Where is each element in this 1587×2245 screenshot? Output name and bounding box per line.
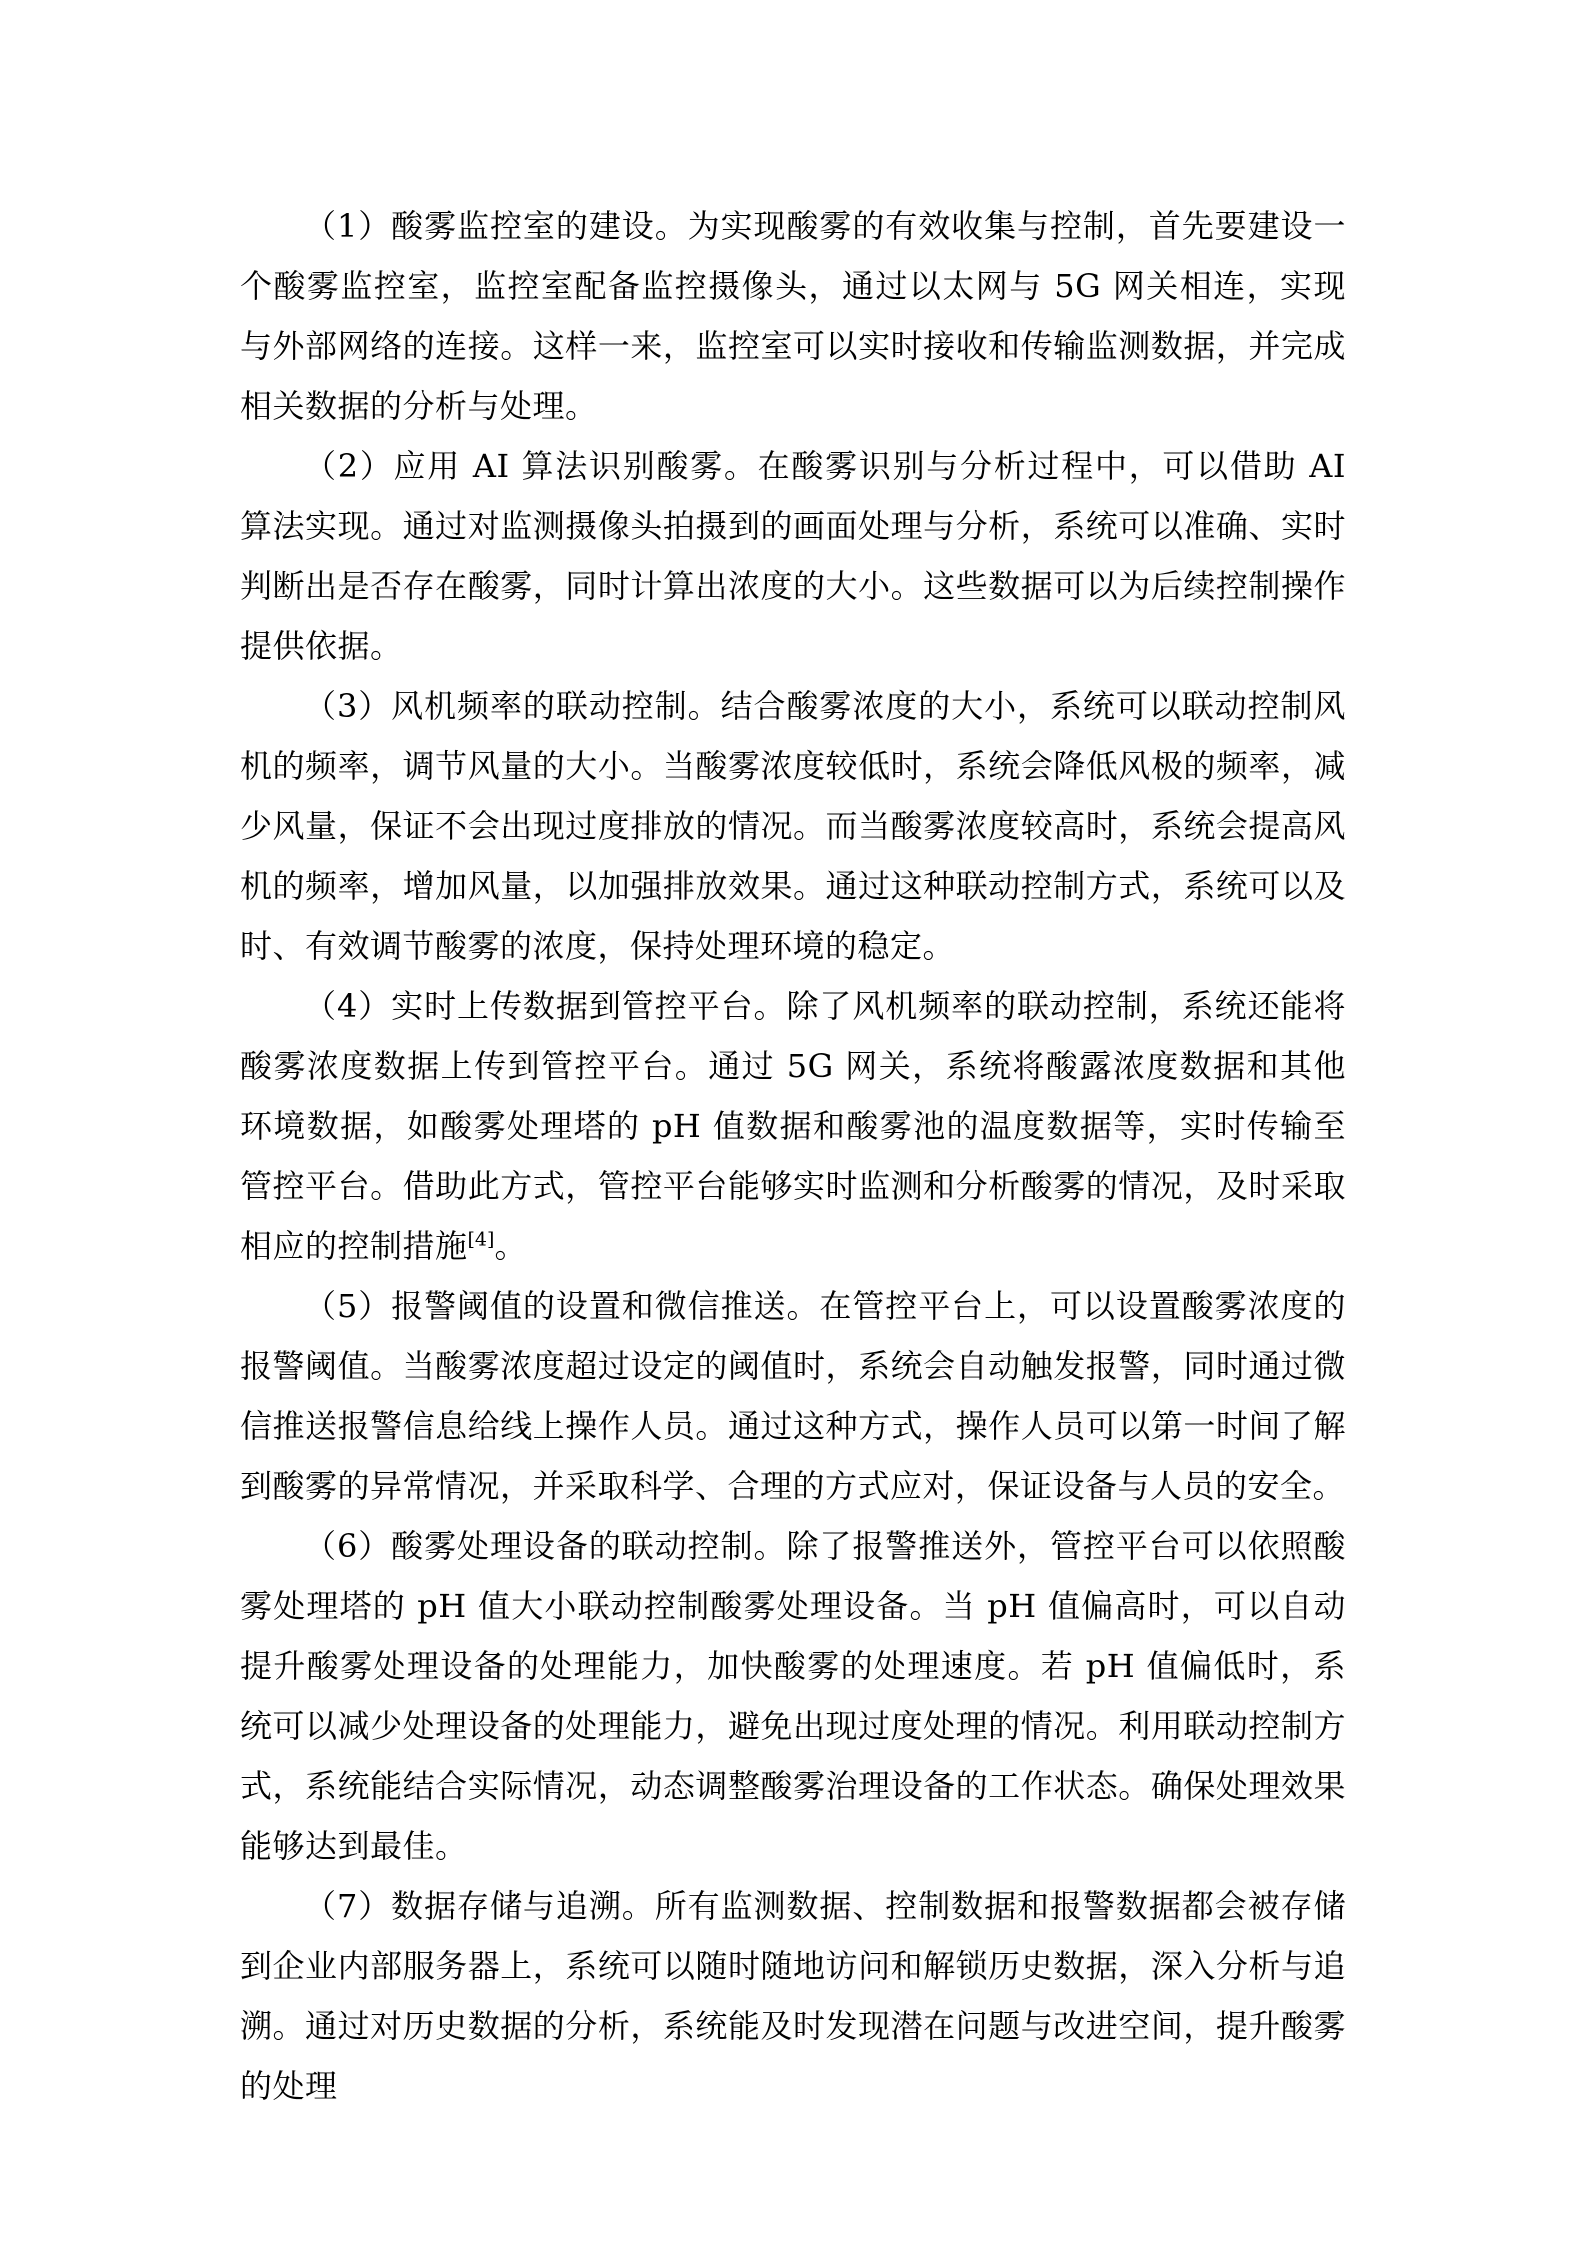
paragraph-3: （3）风机频率的联动控制。结合酸雾浓度的大小，系统可以联动控制风机的频率，调节风量的大小。当酸雾浓度较低时，系统会降低风极的频率，减少风量，保证不会出现过度排放的情况。而当酸雾浓度较高时，系统会提高风机的频率，增加风量，以加强排放效果。通过这种联动控制方式，系统可以及时、有效调节酸雾的浓度，保持处理环境的稳定。 [240,687,1346,965]
paragraph-4-period: 。 [494,1227,527,1265]
paragraph-2: （2）应用 AI 算法识别酸雾。在酸雾识别与分析过程中，可以借助 AI 算法实现。通过对监测摄像头拍摄到的画面处理与分析，系统可以准确、实时判断出是否存在酸雾，同时计算出浓度的大小。这些数据可以为后续控制操作提供依据。 [240,447,1346,665]
paragraph-4 [240,976,1346,1276]
paragraph-6: （6）酸雾处理设备的联动控制。除了报警推送外，管控平台可以依照酸雾处理塔的 pH 值大小联动控制酸雾处理设备。当 pH 值偏高时，可以自动提升酸雾处理设备的处理能力，加快酸雾的处理速度。若 pH 值偏低时，系统可以减少处理设备的处理能力，避免出现过度处理的情况。利用联动控制方式，系统能结合实际情况，动态调整酸雾治理设备的工作状态。确保处理效果能够达到最佳。 [240,1527,1346,1865]
paragraph-5: （5）报警阈值的设置和微信推送。在管控平台上，可以设置酸雾浓度的报警阈值。当酸雾浓度超过设定的阈值时，系统会自动触发报警，同时通过微信推送报警信息给线上操作人员。通过这种方式，操作人员可以第一时间了解到酸雾的异常情况，并采取科学、合理的方式应对，保证设备与人员的安全。 [240,1287,1346,1505]
document-body [240,196,1346,2116]
paragraph-7: （7）数据存储与追溯。所有监测数据、控制数据和报警数据都会被存储到企业内部服务器上，系统可以随时随地访问和解锁历史数据，深入分析与追溯。通过对历史数据的分析，系统能及时发现潜在问题与改进空间，提升酸雾的处理 [240,1887,1346,2105]
paragraph-1: （1）酸雾监控室的建设。为实现酸雾的有效收集与控制，首先要建设一个酸雾监控室，监控室配备监控摄像头，通过以太网与 5G 网关相连，实现与外部网络的连接。这样一来，监控室可以实时接收和传输监测数据，并完成相关数据的分析与处理。 [240,207,1346,425]
citation-superscript: [4] [467,1228,495,1251]
paragraph-4-text: （4）实时上传数据到管控平台。除了风机频率的联动控制，系统还能将酸雾浓度数据上传到管控平台。通过 5G 网关，系统将酸露浓度数据和其他环境数据，如酸雾处理塔的 pH 值数据和酸雾池的温度数据等，实时传输至管控平台。借助此方式，管控平台能够实时监测和分析酸雾的情况，及时采取相应的控制措施 [240,987,1346,1265]
